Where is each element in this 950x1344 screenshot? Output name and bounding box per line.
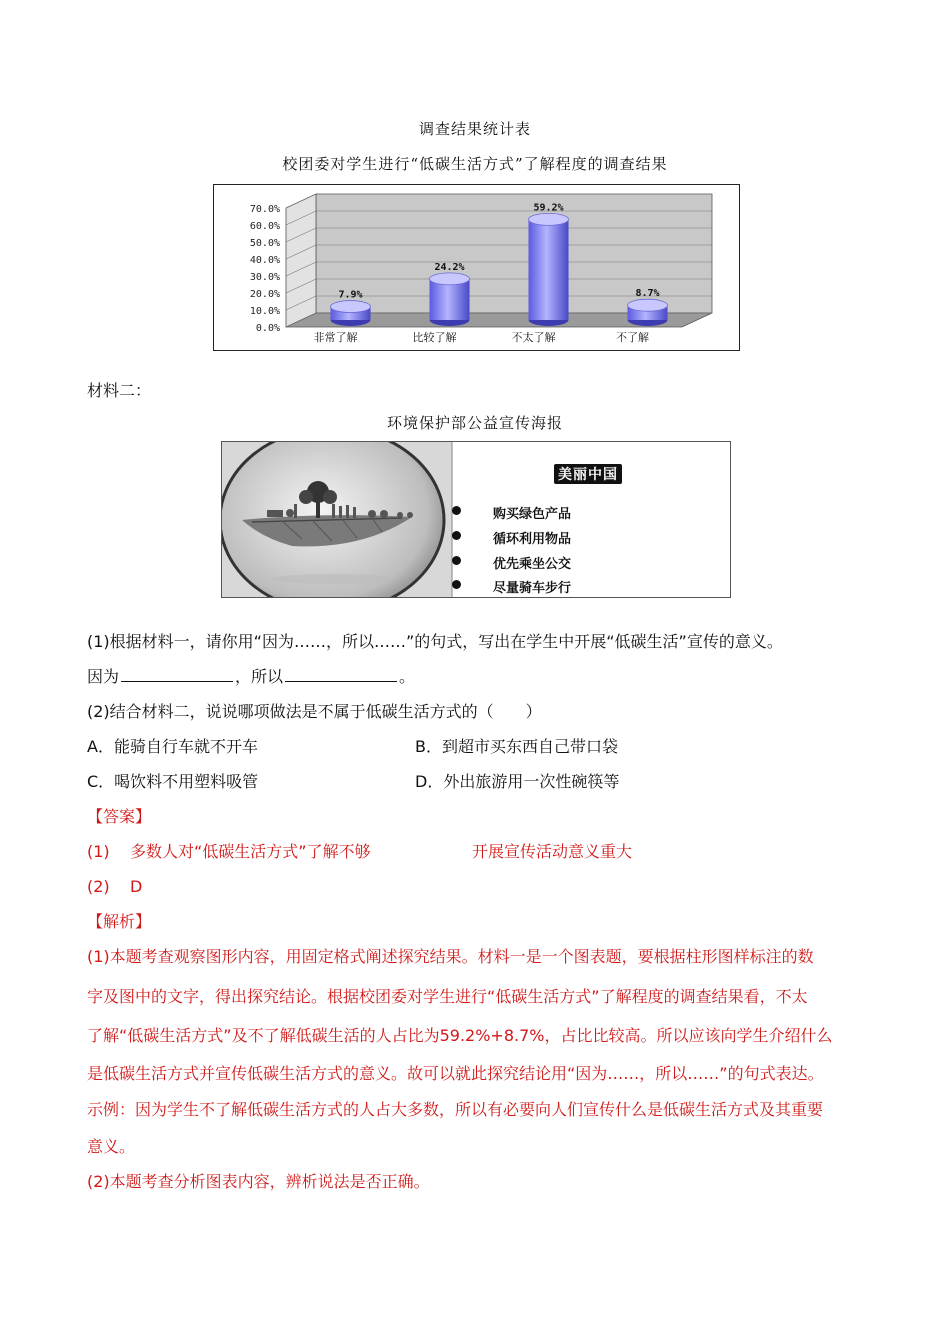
analysis-line: (1)本题考查观察图形内容，用固定格式阐述探究结果。材料一是一个图表题，要根据柱形图样标注的数 [87, 947, 814, 966]
y-tick-label: 10.0% [249, 306, 280, 317]
bullet-icon [452, 506, 461, 515]
poster-title: 环境保护部公益宣传海报 [386, 414, 563, 432]
x-category-label: 比较了解 [412, 331, 457, 344]
y-tick-label: 20.0% [249, 289, 280, 300]
poster-item: 循环利用物品 [493, 528, 571, 547]
poster-heading: 美丽中国 [554, 464, 622, 484]
bar [430, 273, 470, 326]
bar [331, 301, 371, 326]
table-title: 调查结果统计表 [418, 120, 531, 138]
y-tick-label: 0.0% [255, 323, 280, 334]
data-label: 59.2% [533, 202, 564, 214]
because-label: 因为 [87, 667, 120, 686]
analysis-line: 是低碳生活方式并宣传低碳生活方式的意义。故可以就此探究结论用“因为……，所以……”的句式表达。 [87, 1064, 824, 1083]
so-label: ，所以 [235, 667, 284, 686]
data-label: 7.9% [338, 289, 363, 301]
poster-image [221, 441, 731, 598]
bar [628, 299, 668, 326]
answer-label: 【答案】 [87, 807, 152, 826]
analysis-line: 意义。 [87, 1137, 136, 1156]
material-2-label: 材料二： [87, 381, 152, 400]
poster-item: 购买绿色产品 [493, 503, 571, 522]
answer-2-num: (2) [87, 877, 110, 896]
option-c: C．喝饮料不用塑料吸管 [87, 772, 259, 791]
analysis-line: 了解“低碳生活方式”及不了解低碳生活的人占比为59.2%+8.7%，占比比较高。所以应该向学生介绍什么 [87, 1026, 833, 1045]
bar-chart [213, 184, 740, 351]
poster-illustration [222, 442, 730, 597]
analysis-label: 【解析】 [87, 912, 152, 931]
y-tick-label: 70.0% [249, 204, 280, 215]
bullet-icon [452, 531, 461, 540]
answer-1-text: 多数人对“低碳生活方式”了解不够 [130, 842, 371, 861]
y-tick-label: 40.0% [249, 255, 280, 266]
answer-blank-1[interactable] [121, 667, 233, 682]
y-tick-label: 50.0% [249, 238, 280, 249]
bar [529, 213, 569, 326]
analysis-line: (2)本题考查分析图表内容，辨析说法是否正确。 [87, 1172, 430, 1191]
answer-2-text: D [130, 877, 143, 896]
analysis-line: 示例：因为学生不了解低碳生活方式的人占大多数，所以有必要向人们宣传什么是低碳生活方式及其重要 [87, 1100, 824, 1119]
chart-title: 校团委对学生进行“低碳生活方式”了解程度的调查结果 [282, 155, 668, 173]
question-1-fill [87, 667, 415, 687]
option-b: B．到超市买东西自己带口袋 [415, 737, 618, 756]
bullet-icon [452, 556, 461, 565]
x-category-label: 不了解 [616, 331, 649, 344]
option-d: D．外出旅游用一次性碗筷等 [415, 772, 620, 791]
y-tick-label: 30.0% [249, 272, 280, 283]
end-mark: 。 [399, 667, 416, 686]
x-category-label: 不太了解 [511, 331, 556, 344]
question-2: (2)结合材料二，说说哪项做法是不属于低碳生活方式的（ ） [87, 702, 542, 721]
answer-blank-2[interactable] [285, 667, 397, 682]
data-label: 8.7% [635, 288, 660, 300]
option-a: A．能骑自行车就不开车 [87, 737, 258, 756]
chart-svg [214, 185, 739, 350]
y-tick-label: 60.0% [249, 221, 280, 232]
question-1: (1)根据材料一，请你用“因为……，所以……”的句式，写出在学生中开展“低碳生活”宣传的意义。 [87, 632, 783, 651]
analysis-line: 字及图中的文字，得出探究结论。根据校团委对学生进行“低碳生活方式”了解程度的调查结果看，不太 [87, 987, 808, 1006]
x-category-label: 非常了解 [313, 331, 358, 344]
data-label: 24.2% [434, 261, 465, 273]
answer-1-num: (1) [87, 842, 110, 861]
poster-item: 尽量骑车步行 [493, 577, 571, 596]
answer-1-text-2: 开展宣传活动意义重大 [472, 842, 633, 861]
bullet-icon [452, 580, 461, 589]
poster-item: 优先乘坐公交 [493, 553, 571, 572]
